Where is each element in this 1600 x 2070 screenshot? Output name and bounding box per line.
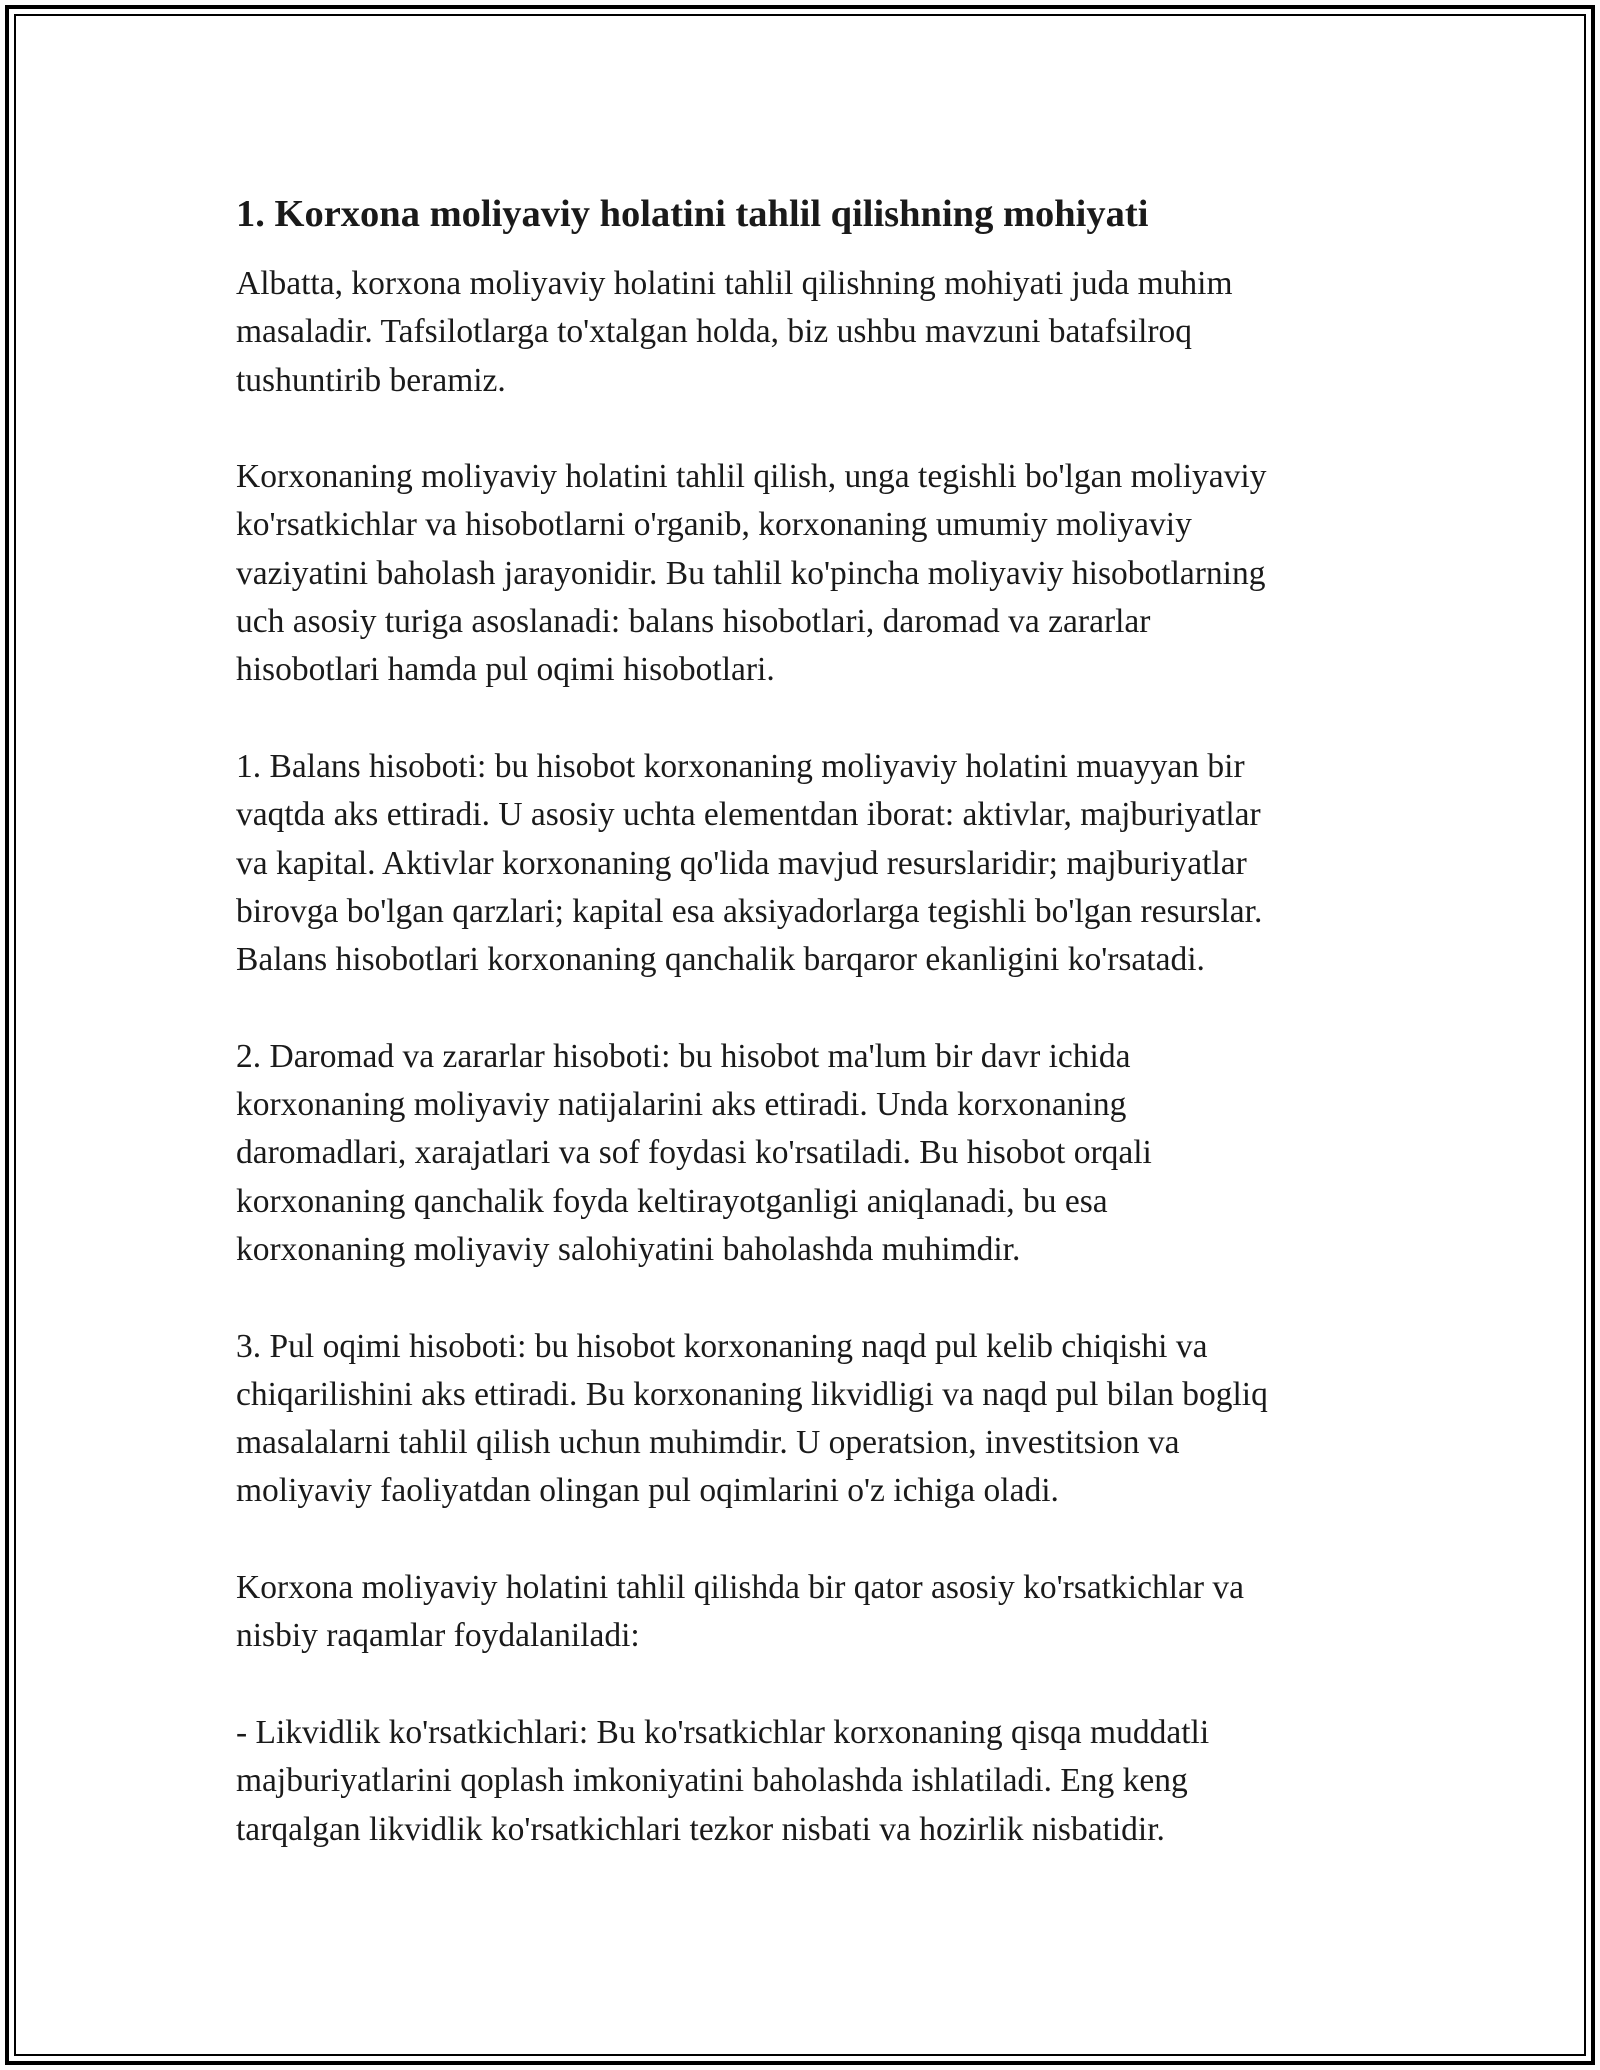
document-body [236,186,1386,1854]
paragraph-intro: Albatta, korxona moliyaviy holatini tahlil qilishning mohiyati juda muhim masaladir. Tafsilotlarga to'xtalgan holda, biz ushbu mavzuni batafsilroq tushuntirib beramiz. [236,265,1233,399]
paragraph-cash-flow: 3. Pul oqimi hisoboti: bu hisobot korxonaning naqd pul kelib chiqishi va chiqarilishini aks ettiradi. Bu korxonaning likvidligi va naqd pul bilan bogliq masalalarni tahlil qilish uchun muhimdir. U operatsion, investitsion va moliyaviy faoliyatdan olingan pul oqimlarini o'z ichiga oladi. [236,1327,1268,1510]
paragraph-indicators: Korxona moliyaviy holatini tahlil qilishda bir qator asosiy ko'rsatkichlar va nisbiy raqamlar foydalaniladi: [236,1569,1245,1655]
paragraph-balance-sheet: 1. Balans hisoboti: bu hisobot korxonaning moliyaviy holatini muayyan bir vaqtda aks ettiradi. U asosiy uchta elementdan iborat: aktivlar, majburiyatlar va kapital. Aktivlar korxonaning qo'lida mavjud resurslaridir; majburiyatlar birovga bo'lgan qarzlari; kapital esa aksiyadorlarga tegishli bo'lgan resurslar. Balans hisobotlari korxonaning qanchalik barqaror ekanligini ko'rsatadi. [236,747,1263,979]
paragraph-liquidity: - Likvidlik ko'rsatkichlari: Bu ko'rsatkichlar korxonaning qisqa muddatli majburiyatlarini qoplash imkoniyatini baholashda ishlatiladi. Eng keng tarqalgan likvidlik ko'rsatkichlari tezkor nisbati va hozirlik nisbatidir. [236,1713,1210,1848]
paragraph-overview: Korxonaning moliyaviy holatini tahlil qilish, unga tegishli bo'lgan moliyaviy ko'rsatkichlar va hisobotlarni o'rganib, korxonaning umumiy moliyaviy vaziyatini baholash jarayonidir. Bu tahlil ko'pincha moliyaviy hisobotlarning uch asosiy turiga asoslanadi: balans hisobotlari, daromad va zararlar hisobotlari hamda pul oqimi hisobotlari. [236,458,1267,689]
paragraph-income-statement: 2. Daromad va zararlar hisoboti: bu hisobot ma'lum bir davr ichida korxonaning moliyaviy natijalarini aks ettiradi. Unda korxonaning daromadlari, xarajatlari va sof foydasi ko'rsatiladi. Bu hisobot orqali korxonaning qanchalik foyda keltirayotganligi aniqlanadi, bu esa korxonaning moliyaviy salohiyatini baholashda muhimdir. [236,1037,1152,1268]
document-title: 1. Korxona moliyaviy holatini tahlil qilishning mohiyati [236,193,1149,235]
